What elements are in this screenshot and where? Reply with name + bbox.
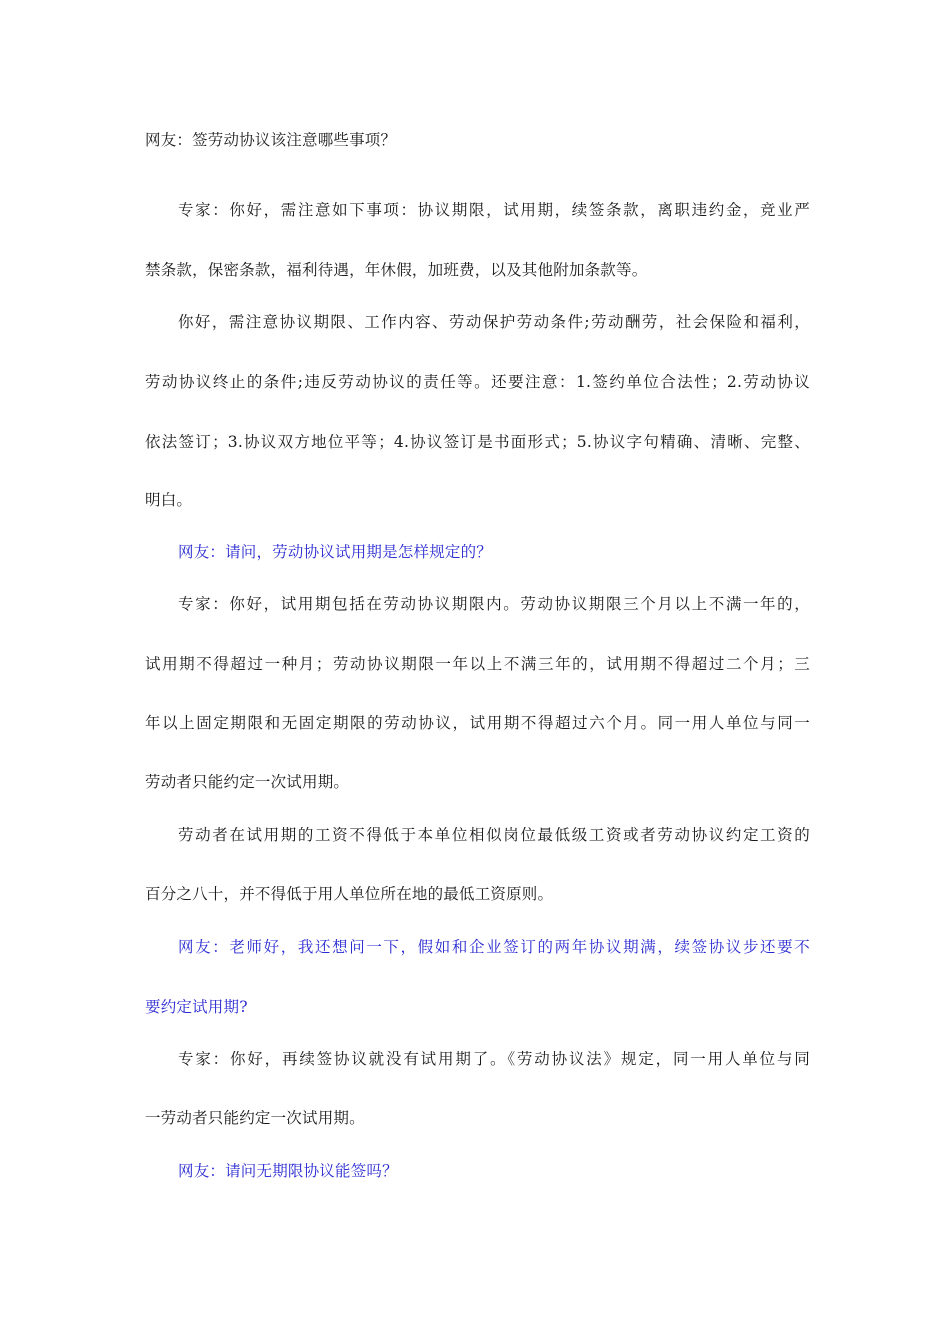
answer-line: 劳动协议终止的条件;违反劳动协议的责任等。还要注意：1.签约单位合法性；2.劳动协议 [145, 373, 810, 391]
answer-line: 专家：你好，再续签协议就没有试用期了。《劳动协议法》规定，同一用人单位与同 [178, 1050, 810, 1068]
answer-line: 一劳动者只能约定一次试用期。 [145, 1109, 365, 1127]
question-line: 要约定试用期? [145, 998, 248, 1016]
answer-line: 明白。 [145, 491, 193, 509]
question-line: 网友：请问无期限协议能签吗？ [178, 1162, 398, 1180]
answer-line: 你好，需注意协议期限、工作内容、劳动保护劳动条件;劳动酬劳，社会保险和福利， [178, 313, 810, 331]
answer-line: 依法签订；3.协议双方地位平等；4.协议签订是书面形式；5.协议字句精确、清晰、完整、 [145, 433, 810, 451]
answer-line: 专家：你好，试用期包括在劳动协议期限内。劳动协议期限三个月以上不满一年的， [178, 595, 810, 613]
answer-line: 专家：你好，需注意如下事项：协议期限，试用期，续签条款，离职违约金，竞业严 [178, 201, 810, 219]
question-line: 网友：签劳动协议该注意哪些事项？ [145, 131, 397, 149]
answer-line: 试用期不得超过一种月；劳动协议期限一年以上不满三年的，试用期不得超过二个月；三 [145, 655, 810, 673]
answer-line: 劳动者在试用期的工资不得低于本单位相似岗位最低级工资或者劳动协议约定工资的 [178, 826, 810, 844]
question-line: 网友：老师好，我还想问一下，假如和企业签订的两年协议期满，续签协议步还要不 [178, 938, 810, 956]
question-line: 网友：请问，劳动协议试用期是怎样规定的？ [178, 543, 493, 561]
answer-line: 禁条款，保密条款，福利待遇，年休假，加班费，以及其他附加条款等。 [145, 261, 648, 279]
answer-line: 年以上固定期限和无固定期限的劳动协议，试用期不得超过六个月。同一用人单位与同一 [145, 714, 810, 732]
answer-line: 百分之八十，并不得低于用人单位所在地的最低工资原则。 [145, 885, 554, 903]
answer-line: 劳动者只能约定一次试用期。 [145, 773, 350, 791]
